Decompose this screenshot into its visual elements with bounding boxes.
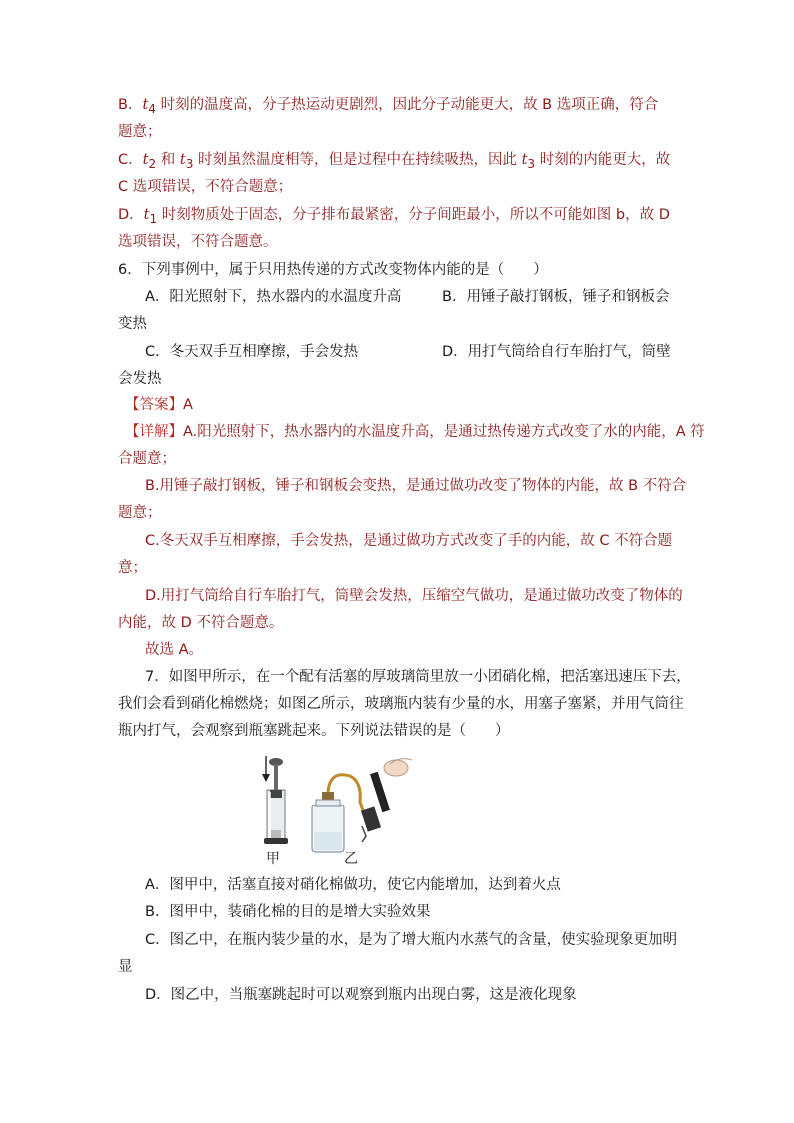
q6-detail-b-line2: 题意；: [118, 505, 162, 521]
q6-option-b-line1: B．用锤子敲打钢板，锤子和钢板会: [442, 289, 670, 305]
q7-stem-line2: 我们会看到硝化棉燃烧；如图乙所示，玻璃瓶内装有少量的水，用塞子塞紧，并用气筒往: [118, 696, 684, 712]
answer-value: A: [183, 397, 193, 413]
q5-explanation-b-line1: B．$t_4$ 时刻的温度高，分子热运动更剧烈，因此分子动能更大，故 B 选项正确，符合: [118, 97, 659, 116]
q6-detail-a-line1: 【详解】A.阳光照射下，热水器内的水温度升高，是通过热传递方式改变了水的内能，A 符: [125, 424, 705, 440]
q6-detail-a-line2: 合题意；: [118, 451, 176, 467]
glass-cylinder-apparatus: [262, 756, 288, 844]
q6-option-a: A．阳光照射下，热水器内的水温度升高: [145, 289, 402, 305]
q7-stem-line3: 瓶内打气，会观察到瓶塞跳起来。下列说法错误的是（ ）: [118, 723, 510, 739]
q6-detail-c-line1: C.冬天双手互相摩擦，手会发热，是通过做功方式改变了手的内能，故 C 不符合题: [145, 533, 673, 549]
q6-option-b-line2: 变热: [118, 316, 147, 332]
q7-option-c-line1: C．图乙中，在瓶内装少量的水，是为了增大瓶内水蒸气的含量，使实验现象更加明: [145, 932, 678, 948]
q6-detail-d-line2: 内能，故 D 不符合题意。: [118, 615, 284, 631]
q5-explanation-d-line1: D．$t_1$ 时刻物质处于固态，分子排布最紧密，分子间距最小，所以不可能如图 b，故 D: [118, 207, 670, 226]
q6-detail-d-line1: D.用打气筒给自行车胎打气，筒壁会发热，压缩空气做功，是通过做功改变了物体的: [145, 588, 683, 604]
detail-tag: 【详解】: [125, 424, 183, 440]
figure-label-yi: 乙: [344, 851, 358, 867]
q7-stem-line1: 7．如图甲所示，在一个配有活塞的厚玻璃筒里放一小团硝化棉，把活塞迅速压下去，: [145, 669, 691, 685]
q7-option-d: D．图乙中，当瓶塞跳起时可以观察到瓶内出现白雾，这是液化现象: [145, 987, 577, 1003]
q6-detail-c-line2: 意；: [118, 560, 147, 576]
q6-option-d-line2: 会发热: [118, 371, 162, 387]
q7-option-b: B．图甲中，装硝化棉的目的是增大实验效果: [145, 904, 431, 920]
q5-explanation-c-line2: C 选项错误，不符合题意；: [118, 179, 293, 195]
answer-tag: 【答案】: [125, 397, 183, 413]
q6-conclusion: 故选 A。: [145, 642, 204, 658]
q6-option-d-line1: D．用打气筒给自行车胎打气，筒壁: [442, 344, 671, 360]
q6-option-c: C．冬天双手互相摩擦，手会发热: [145, 344, 359, 360]
q6-detail-b-line1: B.用锤子敲打钢板，锤子和钢板会变热，是通过做功改变了物体的内能，故 B 不符合: [145, 478, 687, 494]
q6-answer: [125, 392, 193, 419]
q6-stem: 6．下列事例中，属于只用热传递的方式改变物体内能的是（ ）: [118, 262, 548, 278]
q5-explanation-b-line2: 题意；: [118, 124, 162, 140]
q5-explanation-d-line2: 选项错误，不符合题意。: [118, 234, 278, 250]
figure-label-jia: 甲: [266, 851, 280, 867]
q7-option-a: A．图甲中，活塞直接对硝化棉做功，使它内能增加，达到着火点: [145, 877, 561, 893]
bottle-pump-apparatus: [312, 759, 412, 852]
q5-explanation-c-line1: C．$t_2$ 和 $t_3$ 时刻虽然温度相等，但是过程中在持续吸热，因此 $t_3$ 时刻的内能更大，故: [118, 152, 671, 171]
q7-option-c-line2: 显: [118, 959, 133, 975]
